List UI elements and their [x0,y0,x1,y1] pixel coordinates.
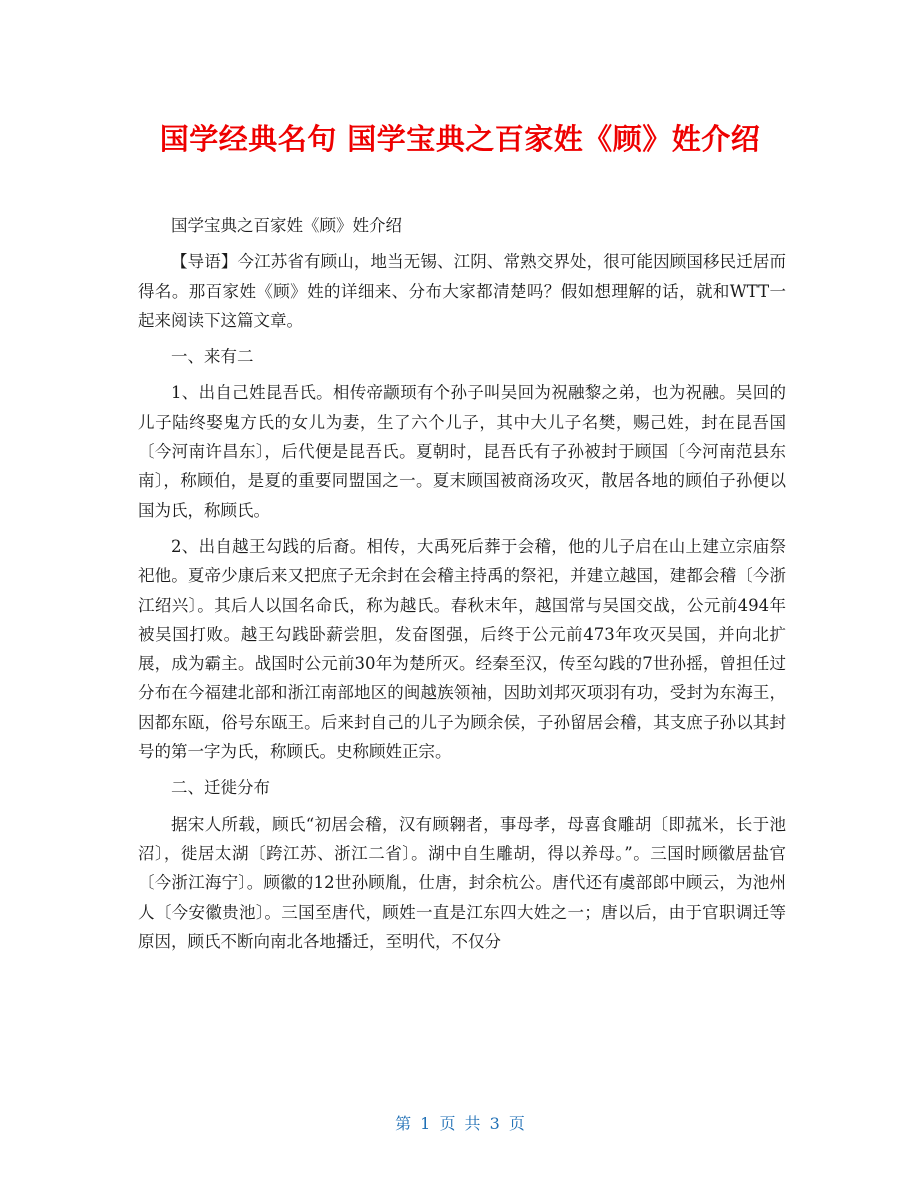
section-heading-migration: 二、迁徙分布 [171,778,270,798]
paragraph-origin-1: 1、出自己姓昆吾氏。相传帝颛顼有个孙子叫吴回为祝融黎之弟，也为祝融。吴回的儿子陆终娶鬼方氏的女儿为妻，生了六个儿子，其中大儿子名樊，赐己姓，封在昆吾国〔今河南许昌东〕，后代便是昆吾氏。夏朝时，昆吾氏有子孙被封于顾国〔今河南范县东南〕，称顾伯，是夏的重要同盟国之一。夏末顾国被商汤攻灭，散居各地的顾伯子孙便以国为氏，称顾氏。 [138,383,786,520]
section-heading-origins: 一、来有二 [171,347,254,367]
paragraph-migration: 据宋人所载，顾氏“初居会稽，汉有顾翱者，事母孝，母喜食雕胡〔即菰米，长于池沼〕，徙居太湖〔跨江苏、浙江二省〕。湖中自生雕胡，得以养母。”。三国时顾徽居盐官〔今浙江海宁〕。顾徽的12世孙顾胤，仕唐，封余杭公。唐代还有虞部郎中顾云，为池州人〔今安徽贵池〕。三国至唐代，顾姓一直是江东四大姓之一；唐以后，由于官职调迁等原因，顾氏不断向南北各地播迁，至明代，不仅分 [138,814,786,951]
document-title: 国学经典名句 国学宝典之百家姓《顾》姓介绍 [159,122,761,156]
document-body [138,211,786,956]
paragraph-subtitle: 国学宝典之百家姓《顾》姓介绍 [171,216,402,235]
page-number-footer: 第 1 页 共 3 页 [395,1114,525,1133]
paragraph-intro: 【导语】今江苏省有顾山，地当无锡、江阴、常熟交界处，很可能因顾国移民迁居而得名。那百家姓《顾》姓的详细来、分布大家都清楚吗？假如想理解的话，就和WTT一起来阅读下这篇文章。 [138,252,786,330]
paragraph-origin-2: 2、出自越王勾践的后裔。相传，大禹死后葬于会稽，他的儿子启在山上建立宗庙祭祀他。夏帝少康后来又把庶子无余封在会稽主持禹的祭祀，并建立越国，建都会稽〔今浙江绍兴〕。其后人以国名命氏，称为越氏。春秋末年，越国常与吴国交战，公元前494年被吴国打败。越王勾践卧薪尝胆，发奋图强，后终于公元前473年攻灭吴国，并向北扩展，成为霸主。战国时公元前30年为楚所灭。经秦至汉，传至勾践的7世孙摇，曾担任过分布在今福建北部和浙江南部地区的闽越族领袖，因助刘邦灭项羽有功，受封为东海王，因都东瓯，俗号东瓯王。后来封自己的儿子为顾余侯，子孙留居会稽，其支庶子孙以其封号的第一字为氏，称顾氏。史称顾姓正宗。 [138,536,786,762]
